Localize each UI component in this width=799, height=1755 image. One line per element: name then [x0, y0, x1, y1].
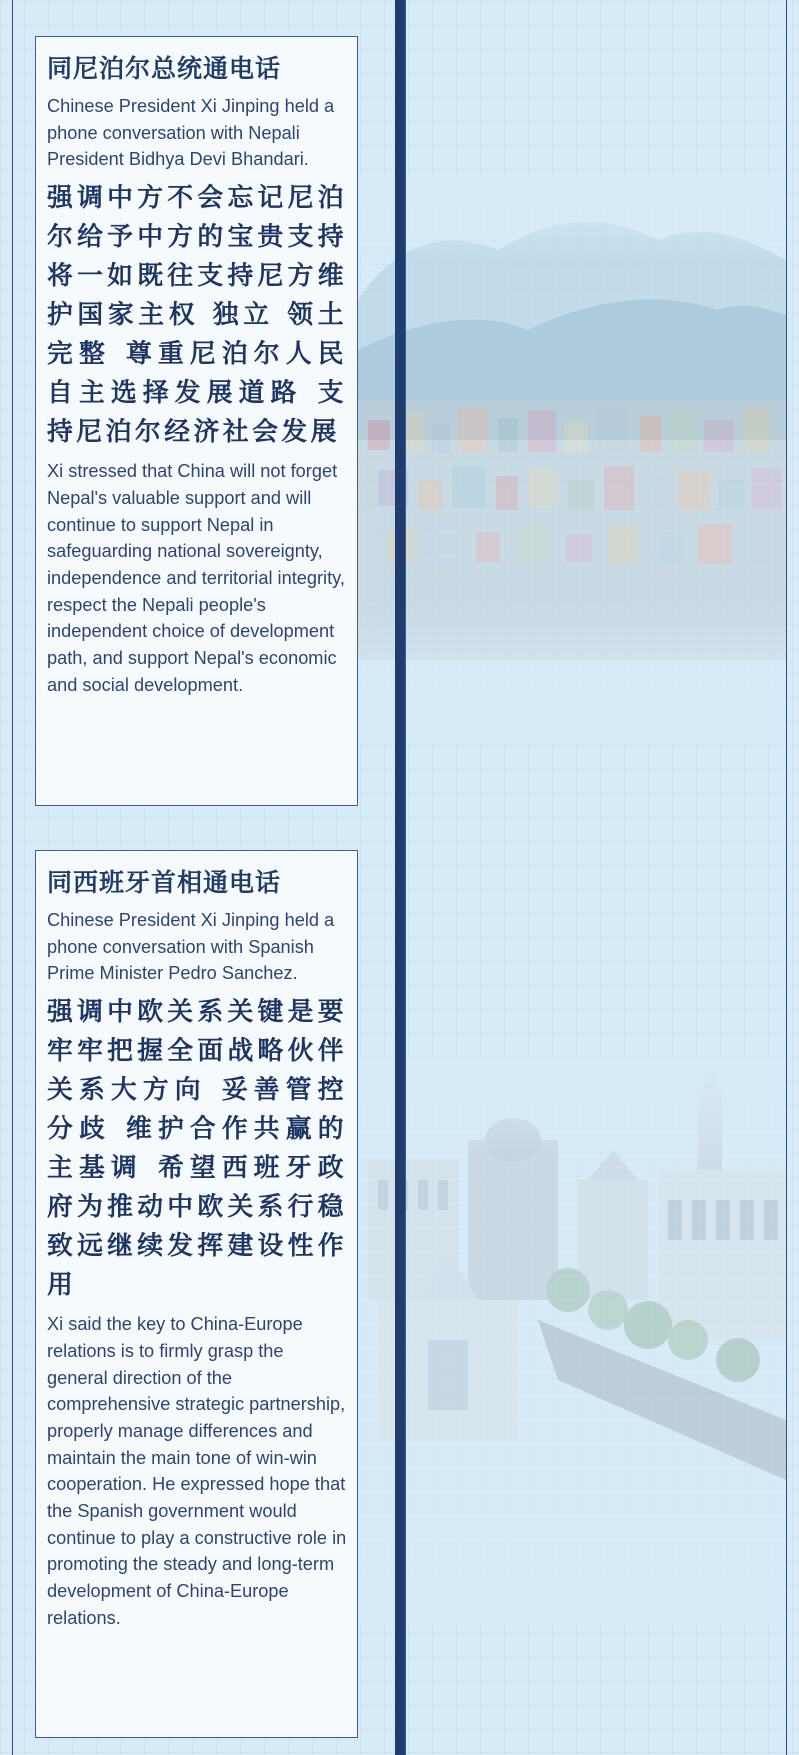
article-intro-en: Chinese President Xi Jinping held a phone conversation with Spanish Prime Minister Pedro Sanchez. [47, 910, 335, 984]
center-divider-bar [395, 0, 405, 1755]
article-summary-zh: 强调中方不会忘记尼泊尔给予中方的宝贵支持 将一如既往支持尼方维护国家主权 独立 领土完整 尊重尼泊尔人民自主选择发展道路 支持尼泊尔经济社会发展 [47, 183, 347, 448]
article-summary-en: Xi stressed that China will not forget Nepal's valuable support and will continue to support Nepal in safeguarding national sovereignty, independence and territorial integrity, respect the Nepali people's independent choice of development path, and support Nepal's economic and social development. [47, 461, 345, 695]
left-border-line [12, 0, 13, 1755]
center-divider-line [405, 0, 406, 1755]
article-summary-en: Xi said the key to China-Europe relations is to firmly grasp the general direction of the comprehensive strategic partnership, properly manage differences and maintain the main tone of win-win cooperation. He expressed hope that the Spanish government would continue to play a constructive role in promoting the steady and long-term development of China-Europe relations. [47, 1314, 347, 1628]
madrid-cityscape-image [358, 1060, 786, 1620]
article-intro-en: Chinese President Xi Jinping held a phone conversation with Nepali President Bidhya Devi Bhandari. [47, 96, 335, 170]
article-card-nepal [35, 36, 358, 806]
article-card-spain [35, 850, 358, 1738]
article-title: 同尼泊尔总统通电话 [47, 54, 282, 83]
kathmandu-cityscape-image [358, 180, 786, 740]
article-title: 同西班牙首相通电话 [47, 868, 282, 897]
article-summary-zh: 强调中欧关系关键是要牢牢把握全面战略伙伴关系大方向 妥善管控分歧 维护合作共赢的主基调 希望西班牙政府为推动中欧关系行稳致远继续发挥建设性作用 [47, 997, 347, 1301]
right-border-line [786, 0, 787, 1755]
